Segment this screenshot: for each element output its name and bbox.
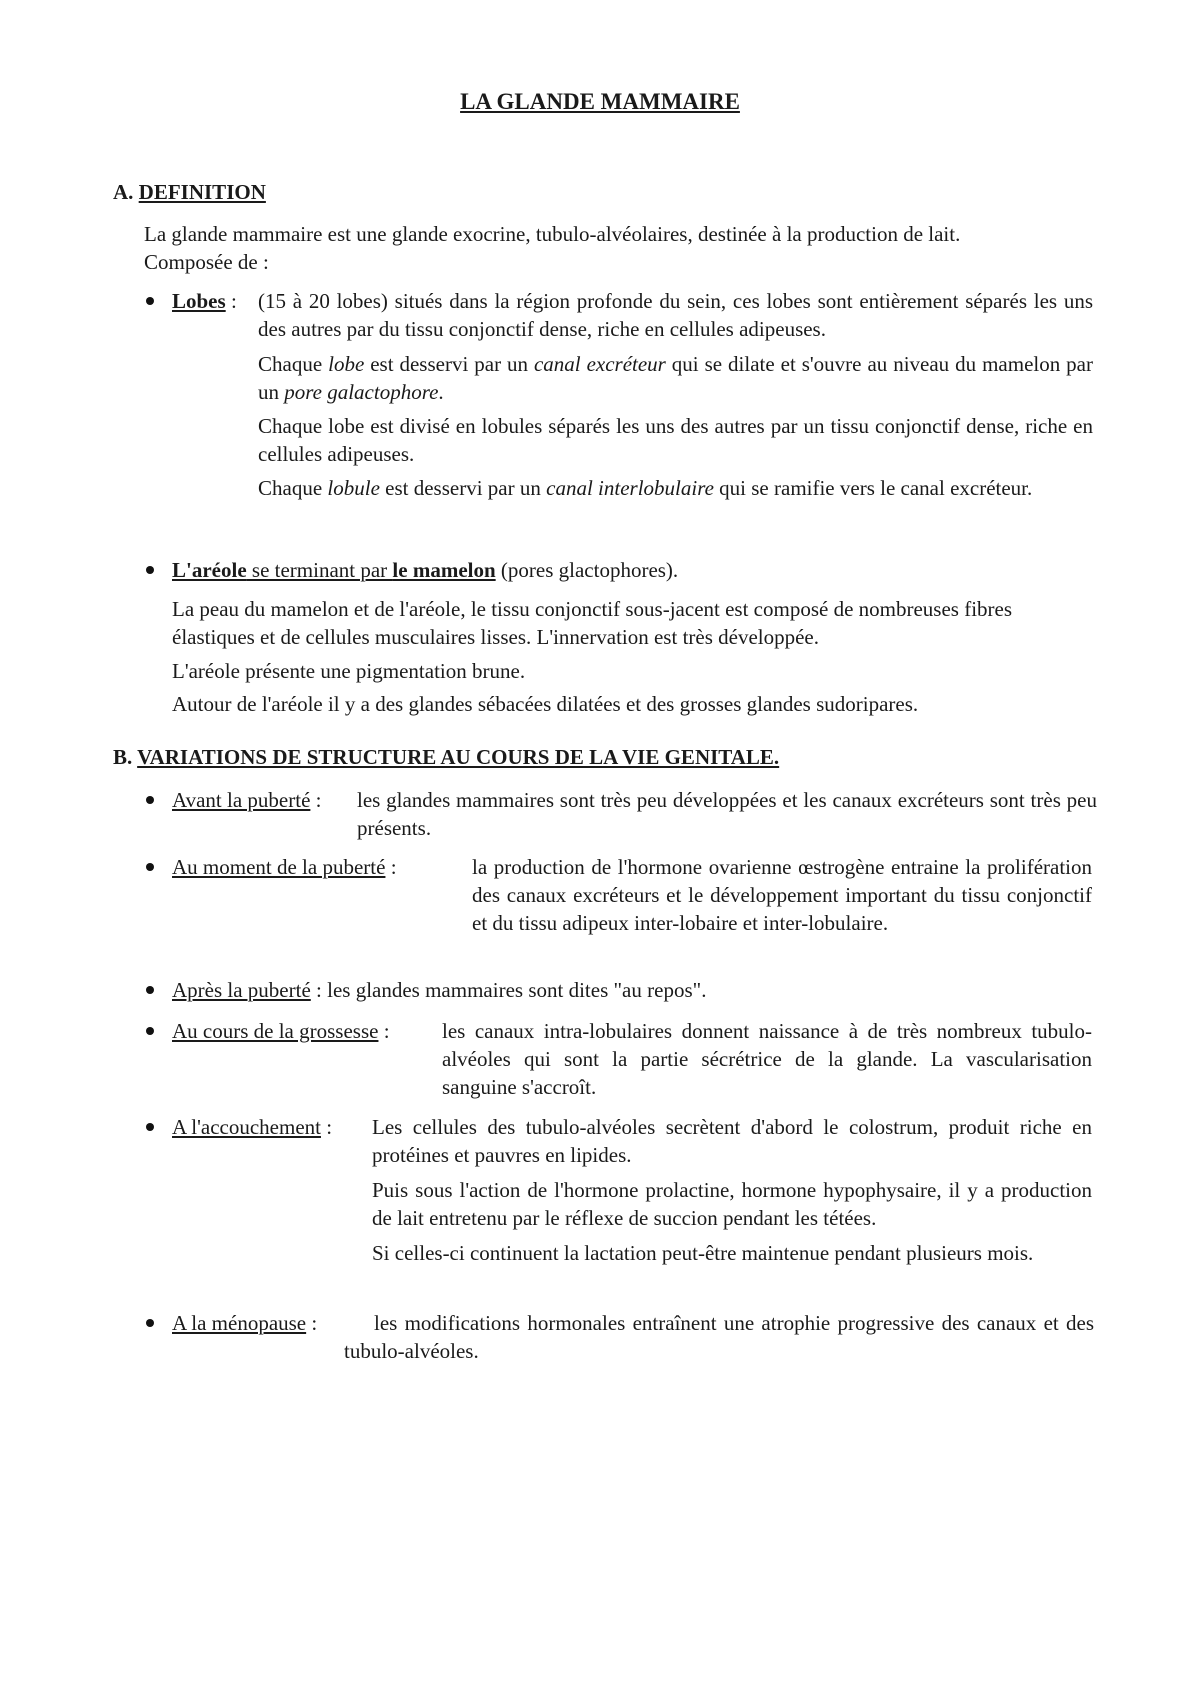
section-b-heading (113, 743, 779, 771)
lobes-p2: Chaque lobe est desservi par un canal excréteur qui se dilate et s'ouvre au niveau du mamelon par un pore galactophore. (258, 352, 1093, 404)
lobes-term: Lobes (172, 289, 226, 313)
section-a-heading (113, 178, 266, 206)
list-item-text: les modifications hormonales entraînent une atrophie progressive des canaux et des tubulo-alvéoles. (344, 1311, 1094, 1363)
bullet-icon (146, 1123, 154, 1131)
list-item-label: A la ménopause : (172, 1311, 318, 1335)
bullet-icon (146, 1027, 154, 1035)
list-item-text: les canaux intra-lobulaires donnent naissance à de très nombreux tubulo-alvéoles qui sont la partie sécrétrice de la glande. La vascularisation sanguine s'accroît. (442, 1019, 1092, 1099)
areole-line: L'aréole se terminant par le mamelon (pores glactophores). (172, 558, 679, 582)
bullet-icon (146, 297, 154, 305)
lobes-p4: Chaque lobule est desservi par un canal interlobulaire qui se ramifie vers le canal excréteur. (258, 476, 1033, 500)
section-b-letter: B. (113, 745, 133, 769)
section-a-title: DEFINITION (138, 180, 266, 204)
list-item-text: la production de l'hormone ovarienne œstrogène entraine la prolifération des canaux excréteurs et le développement important du tissu conjonctif et du tissu adipeux inter-lobaire et inter-lobulaire. (472, 855, 1092, 935)
section-b-title: VARIATIONS DE STRUCTURE AU COURS DE LA VIE GENITALE. (137, 745, 780, 769)
list-item-text-2: Puis sous l'action de l'hormone prolactine, hormone hypophysaire, il y a production de lait entretenu par le réflexe de succion pendant les tétées. (372, 1178, 1092, 1230)
list-item-text: les glandes mammaires sont très peu développées et les canaux excréteurs sont très peu présents. (357, 788, 1097, 840)
list-item-label: Au moment de la puberté : (172, 855, 397, 879)
lobes-p3: Chaque lobe est divisé en lobules séparés les uns des autres par un tissu conjonctif dense, riche en cellules adipeuses. (258, 414, 1093, 466)
list-item-label: Avant la puberté : (172, 788, 322, 812)
bullet-icon (146, 566, 154, 574)
list-item-text: Les cellules des tubulo-alvéoles secrètent d'abord le colostrum, produit riche en protéines et pauvres en lipides. (372, 1115, 1092, 1167)
bullet-icon (146, 986, 154, 994)
lobes-p1: (15 à 20 lobes) situés dans la région profonde du sein, ces lobes sont entièrement séparés les uns des autres par du tissu conjonctif dense, riche en cellules adipeuses. (258, 289, 1093, 341)
lobes-label (172, 287, 237, 315)
list-item-label: Au cours de la grossesse : (172, 1019, 390, 1043)
list-item-text-3: Si celles-ci continuent la lactation peut-être maintenue pendant plusieurs mois. (372, 1241, 1034, 1265)
section-a-letter: A. (113, 180, 134, 204)
bullet-icon (146, 863, 154, 871)
composed-label: Composée de : (144, 250, 269, 274)
list-item-label: Après la puberté : les glandes mammaires sont dites "au repos". (172, 978, 707, 1002)
page-title: LA GLANDE MAMMAIRE (460, 89, 740, 114)
bullet-icon (146, 796, 154, 804)
areole-p3: Autour de l'aréole il y a des glandes sébacées dilatées et des grosses glandes sudoripares. (172, 692, 919, 716)
list-item-label: A l'accouchement : (172, 1115, 333, 1139)
areole-p1: La peau du mamelon et de l'aréole, le tissu conjonctif sous-jacent est composé de nombreuses fibres élastiques et de cellules musculaires lisses. L'innervation est très développée. (172, 597, 1013, 649)
bullet-icon (146, 1319, 154, 1327)
definition-intro: La glande mammaire est une glande exocrine, tubulo-alvéolaires, destinée à la production de lait. (144, 222, 961, 246)
lobes-sep: : (225, 289, 237, 313)
areole-p2: L'aréole présente une pigmentation brune. (172, 659, 526, 683)
